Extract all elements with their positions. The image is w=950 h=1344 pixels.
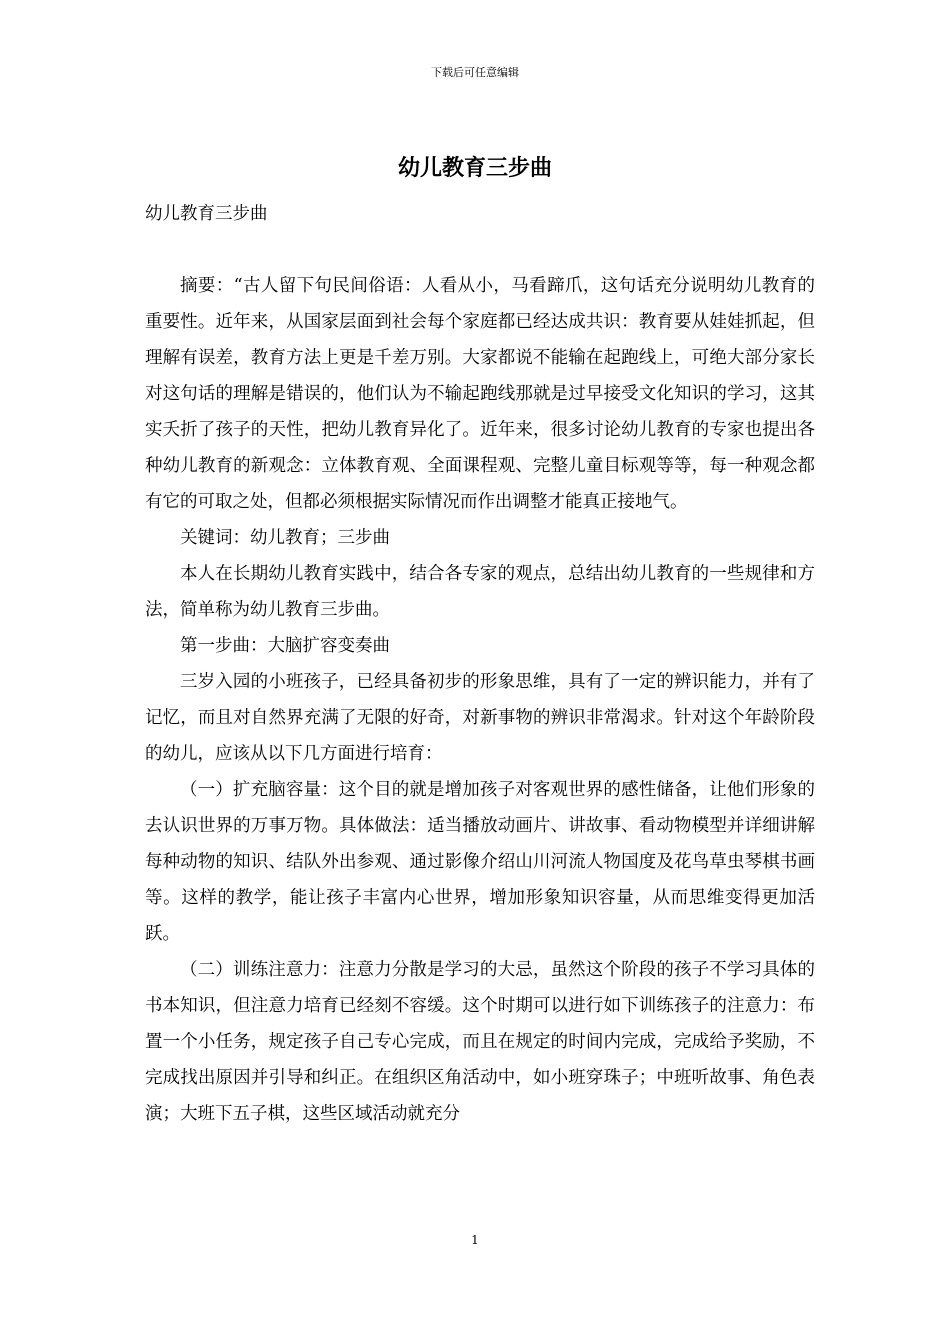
keywords-paragraph: 关键词：幼儿教育；三步曲 <box>180 528 390 548</box>
document-body <box>145 268 815 1132</box>
document-subtitle: 幼儿教育三步曲 <box>145 204 268 224</box>
page-number: 1 <box>471 1233 479 1247</box>
abstract-paragraph: 摘要：“古人留下句民间俗语：人看从小，马看蹄爪，这句话充分说明幼儿教育的重要性。近年来，从国家层面到社会每个家庭都已经达成共识：教育要从娃娃抓起，但理解有误差，教育方法上更是千差万别。大家都说不能输在起跑线上，可绝大部分家长对这句话的理解是错误的，他们认为不输起跑线那就是过早接受文化知识的学习，这其实夭折了孩子的天性，把幼儿教育异化了。近年来，很多讨论幼儿教育的专家也提出各种幼儿教育的新观念：立体教育观、全面课程观、完整儿童目标观等等，每一种观念都有它的可取之处，但都必须根据实际情况而作出调整才能真正接地气。 <box>145 276 815 512</box>
header-note: 下载后可任意编辑 <box>431 66 519 79</box>
body-paragraph: 三岁入园的小班孩子，已经具备初步的形象思维，具有了一定的辨识能力，并有了记忆，而且对自然界充满了无限的好奇，对新事物的辨识非常渴求。针对这个年龄阶段的幼儿，应该从以下几方面进行培育： <box>145 672 815 764</box>
intro-paragraph: 本人在长期幼儿教育实践中，结合各专家的观点，总结出幼儿教育的一些规律和方法，简单称为幼儿教育三步曲。 <box>145 564 815 620</box>
body-paragraph: （一）扩充脑容量：这个目的就是增加孩子对客观世界的感性储备，让他们形象的去认识世界的万事万物。具体做法：适当播放动画片、讲故事、看动物模型并详细讲解每种动物的知识、结队外出参观、通过影像介绍山川河流人物国度及花鸟草虫琴棋书画等。这样的教学，能让孩子丰富内心世界，增加形象知识容量，从而思维变得更加活跃。 <box>145 780 815 944</box>
body-paragraph: （二）训练注意力：注意力分散是学习的大忌，虽然这个阶段的孩子不学习具体的书本知识，但注意力培育已经刻不容缓。这个时期可以进行如下训练孩子的注意力：布置一个小任务，规定孩子自己专心完成，而且在规定的时间内完成，完成给予奖励，不完成找出原因并引导和纠正。在组织区角活动中，如小班穿珠子；中班听故事、角色表演；大班下五子棋，这些区域活动就充分 <box>145 960 815 1124</box>
section-heading: 第一步曲：大脑扩容变奏曲 <box>180 636 390 656</box>
document-title: 幼儿教育三步曲 <box>397 155 552 181</box>
